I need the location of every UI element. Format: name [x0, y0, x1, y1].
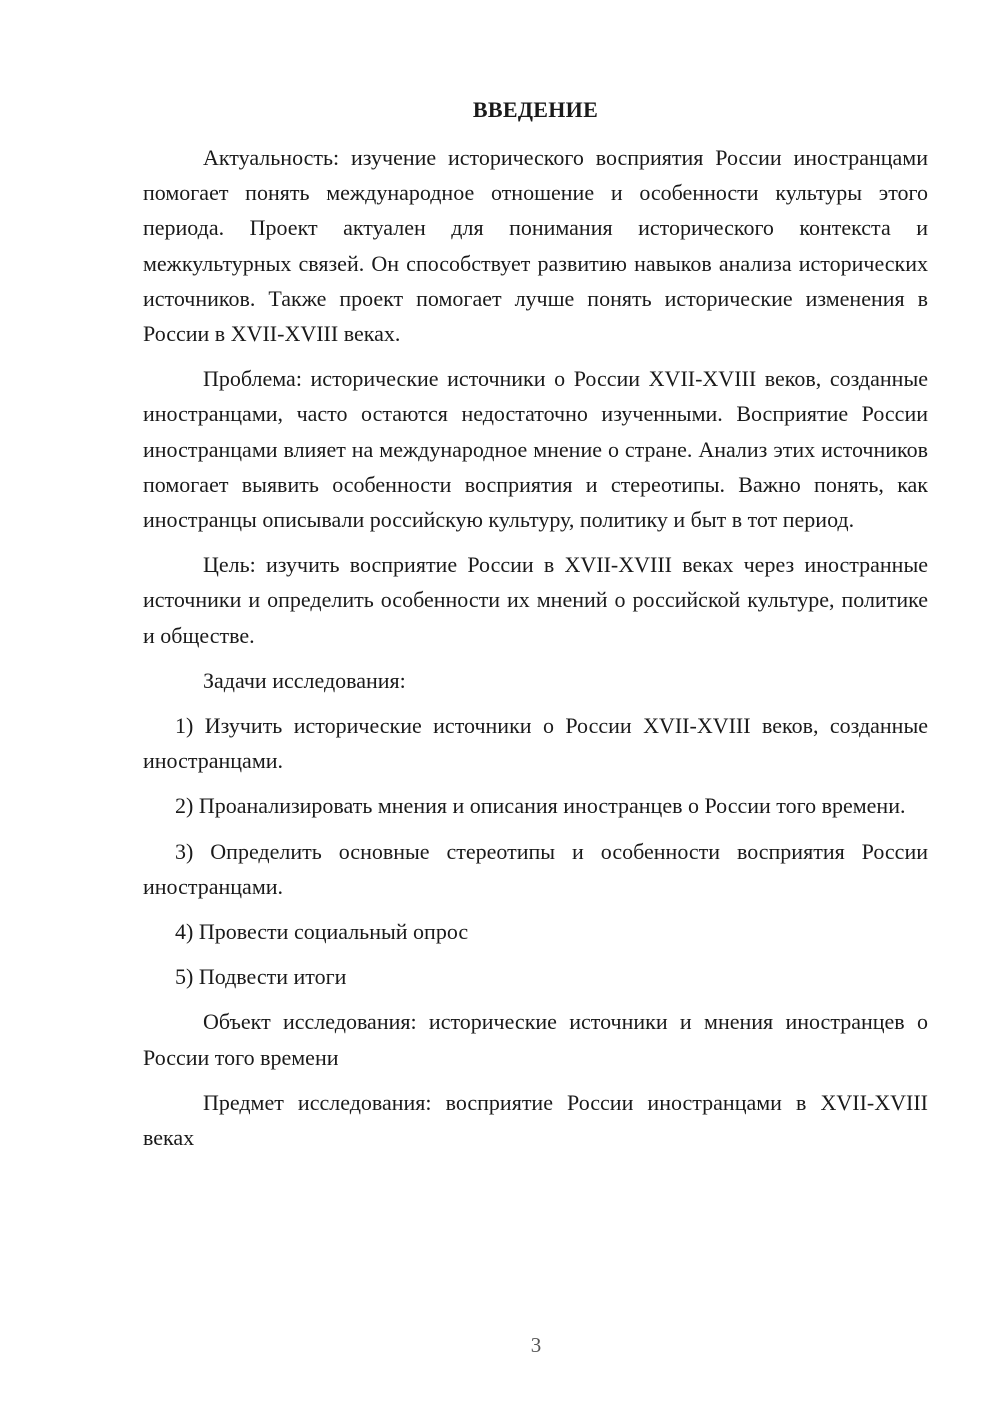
tasks-heading: Задачи исследования:: [203, 667, 406, 693]
relevance-paragraph: Актуальность: изучение исторического восприятия России иностранцами помогает понять международное отношение и особенности культуры этого периода. Проект актуален для понимания исторического контекста и межкультурных связей. Он способствует развитию навыков анализа исторических источников. Также проект помогает лучше понять исторические изменения в России в XVII-XVIII веках.: [143, 145, 928, 347]
task-item-2: 2) Проанализировать мнения и описания иностранцев о России того времени.: [175, 793, 906, 819]
page-title: ВВЕДЕНИЕ: [472, 97, 599, 122]
task-item-3: 3) Определить основные стереотипы и особенности восприятия России иностранцами.: [143, 838, 928, 899]
research-subject-paragraph: Предмет исследования: восприятие России иностранцами в XVII-XVIII веках: [143, 1089, 928, 1151]
problem-paragraph: Проблема: исторические источники о России XVII-XVIII веков, созданные иностранцами, часто остаются недостаточно изученными. Восприятие России иностранцами влияет на международное мнение о стране. Анализ этих источников помогает выявить особенности восприятия и стереотипы. Важно понять, как иностранцы описывали российскую культуру, политику и быт в тот период.: [143, 366, 928, 533]
document-page: [143, 92, 928, 1165]
task-item-5: 5) Подвести итоги: [175, 964, 347, 990]
task-item-4: 4) Провести социальный опрос: [175, 919, 469, 945]
goal-paragraph: Цель: изучить восприятие России в XVII-XVIII веках через иностранные источники и определить особенности их мнений о российской культуре, политике и обществе.: [143, 552, 928, 648]
task-item-1: 1) Изучить исторические источники о России XVII-XVIII веков, созданные иностранцами.: [143, 713, 928, 774]
research-object-paragraph: Объект исследования: исторические источники и мнения иностранцев о России того времени: [143, 1009, 928, 1070]
page-number: 3: [530, 1333, 542, 1357]
